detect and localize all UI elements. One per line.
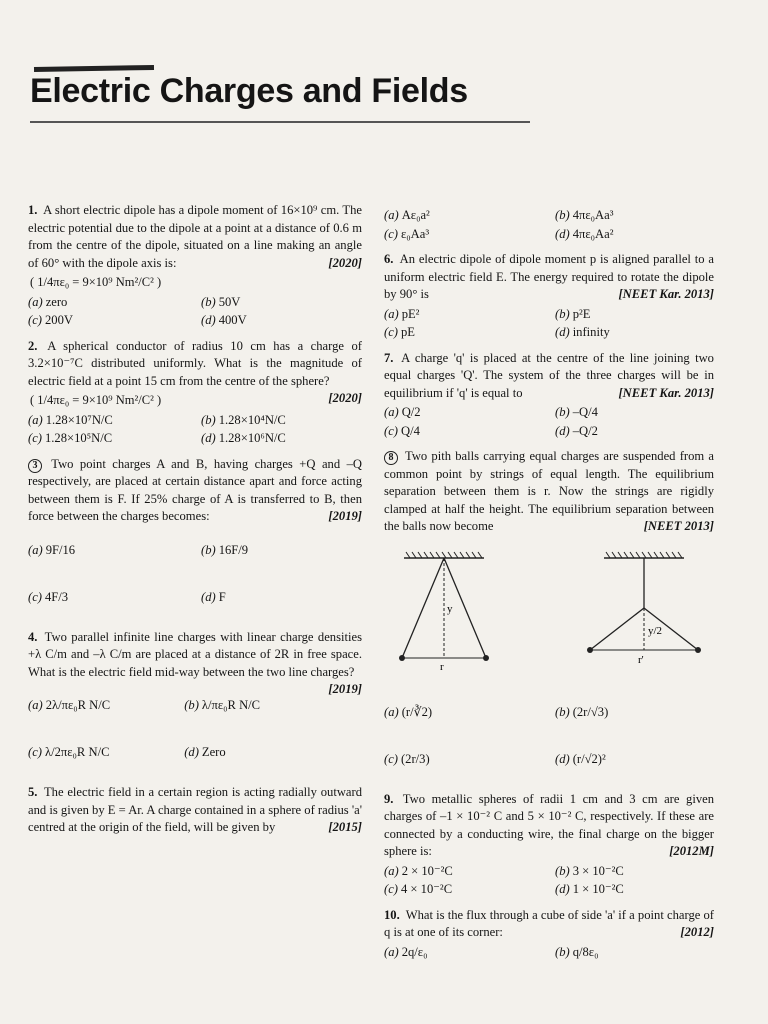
question-text: The electric field in a certain region is acting radially outward and is given by E = Ar. A charge contained in a sphere of radius 'a' centred at the origin of the field, will be given by <box>28 785 362 834</box>
question-3 <box>28 456 362 621</box>
option-a: (a) zero <box>28 294 68 309</box>
option-b: (b) –Q/4 <box>555 405 598 419</box>
option-a: (a) Aε₀a² <box>384 208 430 222</box>
question-number: 4. <box>28 629 38 644</box>
question-8 <box>384 448 714 783</box>
page-title: Electric Charges and Fields <box>30 72 468 110</box>
option-a: (a) Q/2 <box>384 405 421 419</box>
question-10 <box>384 907 714 962</box>
options <box>384 207 714 243</box>
option-c: (c) 200V <box>28 313 73 327</box>
option-a: (a) 9F/16 <box>28 542 76 557</box>
question-number: 10. <box>384 907 400 922</box>
pith-ball-diagram-clamped <box>574 550 714 680</box>
option-b: (b) (2r/√3) <box>555 704 609 719</box>
circled-question-number: 3 <box>28 459 42 473</box>
option-b: (b) λ/πε₀R N/C <box>184 698 261 713</box>
options <box>28 528 362 621</box>
question-text: A spherical conductor of radius 10 cm has a charge of 3.2×10⁻⁷C distributed uniformly. What is the magnitude of electric field at a point 15 cm from the centre of the sphere? <box>28 338 362 388</box>
option-d: (d) 1.28×10⁶N/C <box>201 431 286 445</box>
options <box>384 404 714 440</box>
options <box>28 294 362 330</box>
question-text: A charge 'q' is placed at the centre of the line joining two equal charges 'Q'. The system of the three charges will be in equilibrium if 'q' is equal to <box>384 350 714 400</box>
option-d: (d) (r/√2)² <box>555 751 606 766</box>
right-column <box>384 205 714 969</box>
options <box>384 690 714 783</box>
question-text: An electric dipole of dipole moment p is aligned parallel to a uniform electric field E. The energy required to rotate the dipole by 90° is <box>384 252 714 301</box>
question-number: 7. <box>384 350 394 365</box>
option-a: (a) 2 × 10⁻²C <box>384 863 453 878</box>
options <box>384 944 714 962</box>
question-2 <box>28 338 362 448</box>
option-a: (a) 2q/ε₀ <box>384 944 428 959</box>
question-5-options <box>384 207 714 243</box>
pith-ball-diagrams <box>384 550 714 680</box>
question-number: 5. <box>28 785 38 799</box>
title-underline <box>30 121 530 123</box>
question-4 <box>28 629 362 777</box>
year-tag: [2012] <box>680 925 714 939</box>
question-6 <box>384 251 714 342</box>
option-d: (d) Zero <box>184 745 226 760</box>
option-d: (d) 400V <box>201 313 247 327</box>
option-d: (d) 1 × 10⁻²C <box>555 882 624 896</box>
year-tag: [2020] <box>328 255 362 270</box>
question-number: 9. <box>384 791 394 806</box>
options <box>28 683 328 776</box>
separation-label: r <box>440 660 444 673</box>
height-label: y <box>447 602 453 615</box>
separation-label: r' <box>638 653 644 666</box>
option-c: (c) 1.28×10⁵N/C <box>28 431 113 445</box>
options <box>384 863 714 899</box>
question-text: Two metallic spheres of radii 1 cm and 3 cm are given charges of –1 × 10⁻² C and 5 × 10⁻² C, respectively. If these are connected by a conducting wire, the final charge on the bigger sphere is: <box>384 791 715 858</box>
option-d: (d) F <box>201 589 226 604</box>
given-constant: ( 1/4πε₀ = 9×10⁹ Nm²/C² ) <box>30 393 162 407</box>
year-tag: [2020] <box>328 391 362 405</box>
option-d: (d) 4πε₀Aa² <box>555 226 614 241</box>
question-number: 6. <box>384 252 394 266</box>
question-text: A short electric dipole has a dipole moment of 16×10⁹ cm. The electric potential due to the dipole at a point at a distance of 0.6 m from the centre of the dipole, situated on a line making an angle of 60° with the dipole axis is: <box>28 203 362 270</box>
option-c: (c) λ/2πε₀R N/C <box>28 745 110 760</box>
option-a: (a) (r/∛2) <box>384 704 433 719</box>
option-a: (a) 1.28×10⁷N/C <box>28 412 113 427</box>
option-c: (c) pE <box>384 325 415 339</box>
year-tag: [2019] <box>328 509 362 523</box>
option-d: (d) infinity <box>555 325 610 339</box>
option-a: (a) pE² <box>384 306 420 321</box>
year-tag: [NEET Kar. 2013] <box>618 385 714 400</box>
question-7 <box>384 350 714 441</box>
diagram-half-height <box>574 550 714 680</box>
option-c: (c) 4F/3 <box>28 589 69 604</box>
option-b: (b) 4πε₀Aa³ <box>555 208 614 222</box>
question-text: Two parallel infinite line charges with linear charge densities +λ C/m and –λ C/m are placed at a distance of 2R in free space. What is the electric field mid-way between the two line charges? <box>28 629 362 679</box>
year-tag: [NEET Kar. 2013] <box>618 287 714 301</box>
options <box>384 306 714 342</box>
option-c: (c) ε₀Aa³ <box>384 226 430 241</box>
option-b: (b) 3 × 10⁻²C <box>555 863 624 878</box>
option-c: (c) (2r/3) <box>384 751 430 766</box>
option-b: (b) 1.28×10⁴N/C <box>201 412 286 427</box>
question-text: Two pith balls carrying equal charges are suspended from a common point by strings of equal length. The equilibrium separation between them is r. Now the strings are rigidly clamped at half the height. The equilibrium separation between the balls now become <box>384 449 714 533</box>
option-a: (a) 2λ/πε₀R N/C <box>28 698 111 713</box>
left-column <box>28 202 362 845</box>
option-b: (b) p²E <box>555 306 591 321</box>
height-label: y/2 <box>648 624 663 637</box>
question-text: Two point charges A and B, having charges +Q and –Q respectively, are placed at certain distance apart and force acting between them is F. If 25% charge of A is transferred to B, then force between the charges becomes: <box>28 456 362 523</box>
options <box>28 412 362 448</box>
title-rule <box>34 65 154 72</box>
year-tag: [2012M] <box>669 844 714 858</box>
option-b: (b) 16F/9 <box>201 542 249 557</box>
option-b: (b) 50V <box>201 294 241 309</box>
question-number: 2. <box>28 338 38 353</box>
question-9 <box>384 791 714 899</box>
question-5 <box>28 784 362 837</box>
year-tag: [2015] <box>328 820 362 834</box>
diagram-full-height <box>384 550 524 680</box>
question-1 <box>28 202 362 330</box>
given-constant: ( 1/4πε₀ = 9×10⁹ Nm²/C² ) <box>30 275 162 289</box>
year-tag: [2019] <box>328 682 362 696</box>
question-number: 1. <box>28 203 38 217</box>
option-c: (c) Q/4 <box>384 423 420 438</box>
question-text: What is the flux through a cube of side 'a' if a point charge of q is at one of its corner: <box>384 907 714 939</box>
circled-question-number: 8 <box>384 451 398 465</box>
option-c: (c) 4 × 10⁻²C <box>384 882 453 896</box>
option-b: (b) q/8ε₀ <box>555 944 599 959</box>
pith-ball-diagram-original <box>384 550 524 680</box>
year-tag: [NEET 2013] <box>643 519 714 533</box>
option-d: (d) –Q/2 <box>555 423 598 438</box>
